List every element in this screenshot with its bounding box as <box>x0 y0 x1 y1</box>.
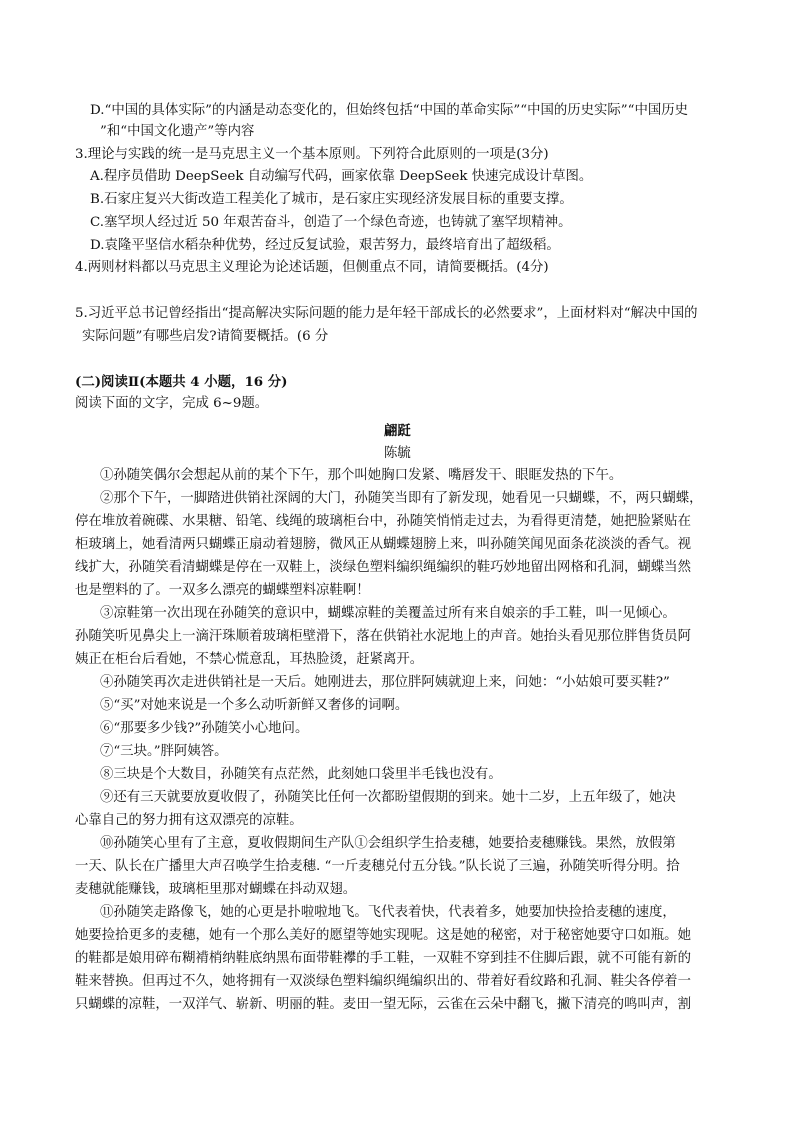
article-line: 鞋来替换。但再过不久，她将拥有一双淡绿色塑料编织绳编织出的、带着好看纹路和孔洞、鞋尖各停着一 <box>75 974 691 989</box>
article-line: 的鞋都是娘用碎布糊褙梢纳鞋底纳黑布面带鞋襻的手工鞋，一双鞋不穿到挂不住脚后跟，就不可能有新的 <box>75 951 691 966</box>
article-line: 只蝴蝶的凉鞋，一双洋气、崭新、明丽的鞋。麦田一望无际，云雀在云朵中翻飞，撇下清亮的鸣叫声，割 <box>75 997 691 1012</box>
article-line: ⑤“买”对她来说是一个多么动听新鲜又奢侈的词啊。 <box>100 698 409 713</box>
article-author: 陈毓 <box>384 446 411 461</box>
article-line: 孙随笑听见鼻尖上一滴汗珠顺着玻璃柜壁滑下，落在供销社水泥地上的声音。她抬头看见那位胖售货员阿 <box>75 629 691 644</box>
q5-line2: 实际问题”有哪些启发?请简要概括。(6 分 <box>82 329 329 344</box>
q3-option-b: B.石家庄复兴大街改造工程美化了城市，是石家庄实现经济发展目标的重要支撑。 <box>90 192 573 207</box>
q3-stem: 3.理论与实践的统一是马克思主义一个基本原则。下列符合此原则的一项是(3分) <box>75 147 549 162</box>
q3-option-a: A.程序员借助 DeepSeek 自动编写代码，画家依靠 DeepSeek 快速完成设计草图。 <box>90 169 593 184</box>
section-instruction: 阅读下面的文字，完成 6~9题。 <box>75 396 269 411</box>
article-line: 也是塑料的了。一双多么漂亮的蝴蝶塑料凉鞋啊！ <box>75 583 370 598</box>
q5-line1: 5.习近平总书记曾经指出“提高解决实际问题的能力是年轻干部成长的必然要求”，上面材料对“解决中国的 <box>75 306 698 321</box>
article-line: 她要捡拾更多的麦穗，她有一个那么美好的愿望等她实现呢。这是她的秘密，对于秘密她要守口如瓶。她 <box>75 928 691 943</box>
article-line: ②那个下午，一脚踏进供销社深阔的大门，孙随笑当即有了新发现，她看见一只蝴蝶，不，两只蝴蝶， <box>100 491 703 506</box>
article-line: ⑨还有三天就要放夏收假了，孙随笑比任何一次都盼望假期的到来。她十二岁，上五年级了，她决 <box>100 790 676 805</box>
article-line: ⑧三块是个大数目，孙随笑有点茫然，此刻她口袋里半毛钱也没有。 <box>100 767 502 782</box>
section-heading: (二)阅读Ⅱ(本题共 4 小题，16 分) <box>75 374 288 390</box>
article-line: 麦穗就能赚钱，玻璃柜里那对蝴蝶在抖动双翅。 <box>75 882 357 897</box>
article-line: 姨正在柜台后看她，不禁心慌意乱，耳热脸烫，赶紧离开。 <box>75 652 424 667</box>
q3-option-d: D.袁隆平坚信水稻杂种优势，经过反复试验，艰苦努力，最终培育出了超级稻。 <box>90 238 560 253</box>
article-line: ③凉鞋第一次出现在孙随笑的意识中，蝴蝶凉鞋的美覆盖过所有来自娘亲的手工鞋，叫一见倾心。 <box>100 606 676 621</box>
q4-stem: 4.两则材料都以马克思主义理论为论述话题，但侧重点不同，请简要概括。(4分) <box>75 260 549 275</box>
article-line: 柜玻璃上，她看清两只蝴蝶正扇动着翅膀，微风正从蝴蝶翅膀上来，叫孙随笑闻见面条花淡淡的香气。视 <box>75 537 691 552</box>
article-line: 心靠自己的努力拥有这双漂亮的凉鞋。 <box>75 813 303 828</box>
article-line: 线扩大，孙随笑看清蝴蝶是停在一双鞋上，淡绿色塑料编织绳编织的鞋巧妙地留出网格和孔洞，蝴蝶当然 <box>75 560 691 575</box>
article-line: 停在堆放着碗碟、水果糖、铅笔、线绳的玻璃柜台中，孙随笑悄悄走过去，为看得更清楚，她把脸紧贴在 <box>75 514 691 529</box>
article-line: 一天、队长在广播里大声召唤学生拾麦穗. “一斤麦穗兑付五分钱。”队长说了三遍，孙随笑听得分明。拾 <box>75 859 680 874</box>
article-title: 翩跹 <box>384 423 411 439</box>
q2-option-d-line2: ”和“中国文化遗产”等内容 <box>100 124 255 139</box>
article-line: ⑪孙随笑走路像飞，她的心更是扑啦啦地飞。飞代表着快，代表着多，她要加快捡拾麦穗的速度， <box>100 905 676 920</box>
q3-option-c: C.塞罕坝人经过近 50 年艰苦奋斗，创造了一个绿色奇迹，也铸就了塞罕坝精神。 <box>90 215 572 230</box>
article-line: ⑥“那要多少钱?”孙随笑小心地问。 <box>100 721 309 736</box>
article-line: ⑩孙随笑心里有了主意，夏收假期间生产队①会组织学生拾麦穗，她要拾麦穗赚钱。果然，放假第 <box>100 836 676 851</box>
article-line: ⑦“三块。”胖阿姨答。 <box>100 744 228 759</box>
article-line: ④孙随笑再次走进供销社是一天后。她刚进去，那位胖阿姨就迎上来，问她：“小姑娘可要买鞋?” <box>100 675 670 690</box>
q2-option-d-line1: D.“中国的具体实际”的内涵是动态变化的，但始终包括“中国的革命实际”“中国的历史实际”“中国历史 <box>90 103 689 118</box>
article-line: ①孙随笑偶尔会想起从前的某个下午，那个叫她胸口发紧、嘴唇发干、眼眶发热的下午。 <box>100 468 623 483</box>
